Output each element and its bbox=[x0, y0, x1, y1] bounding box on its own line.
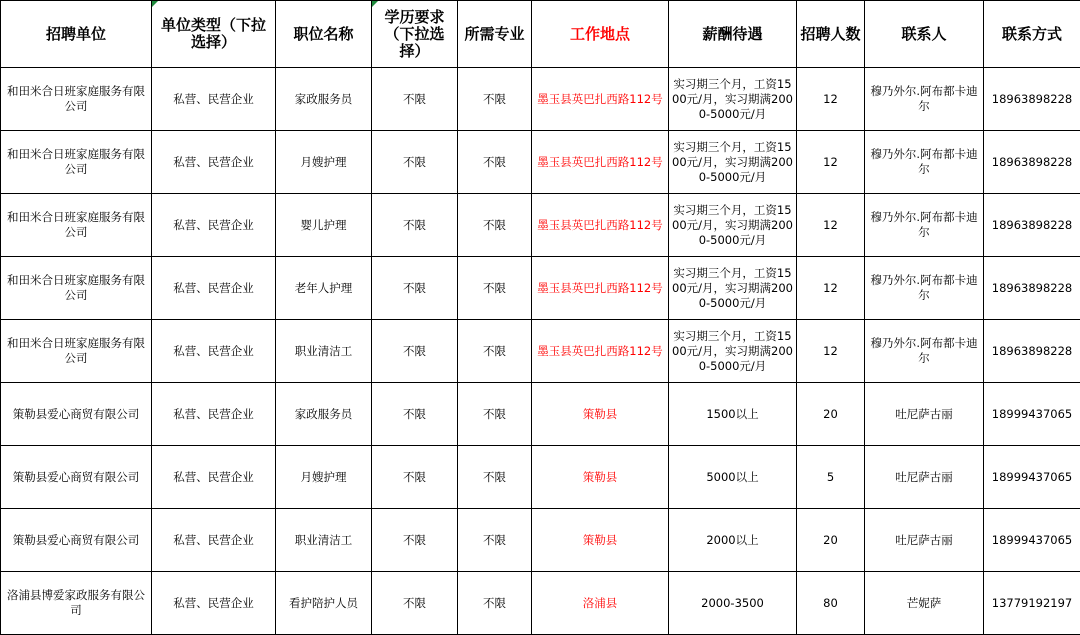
dropdown-marker-icon bbox=[372, 1, 378, 7]
cell-major: 不限 bbox=[458, 509, 532, 572]
cell-salary: 实习期三个月，工资1500元/月，实习期满2000-5000元/月 bbox=[669, 131, 797, 194]
cell-position: 月嫂护理 bbox=[276, 131, 372, 194]
cell-location: 策勒县 bbox=[532, 383, 669, 446]
cell-unit-type: 私营、民营企业 bbox=[152, 383, 276, 446]
cell-unit: 和田米合日班家庭服务有限公司 bbox=[1, 131, 152, 194]
cell-salary: 实习期三个月，工资1500元/月，实习期满2000-5000元/月 bbox=[669, 257, 797, 320]
cell-contact: 吐尼萨古丽 bbox=[865, 509, 984, 572]
cell-count: 20 bbox=[797, 383, 865, 446]
cell-phone: 18963898228 bbox=[984, 194, 1080, 257]
cell-location: 策勒县 bbox=[532, 509, 669, 572]
table-row bbox=[1, 257, 1080, 320]
header-education-label: 学历要求（下拉选择） bbox=[384, 7, 445, 60]
cell-major: 不限 bbox=[458, 320, 532, 383]
cell-count: 12 bbox=[797, 320, 865, 383]
cell-unit: 洛浦县博爱家政服务有限公司 bbox=[1, 572, 152, 635]
cell-count: 12 bbox=[797, 257, 865, 320]
cell-contact: 穆乃外尔.阿布都卡迪尔 bbox=[865, 257, 984, 320]
cell-education: 不限 bbox=[372, 383, 458, 446]
cell-salary: 实习期三个月，工资1500元/月，实习期满2000-5000元/月 bbox=[669, 68, 797, 131]
cell-unit-type: 私营、民营企业 bbox=[152, 446, 276, 509]
cell-location: 墨玉县英巴扎西路112号 bbox=[532, 257, 669, 320]
cell-location: 墨玉县英巴扎西路112号 bbox=[532, 320, 669, 383]
cell-contact: 穆乃外尔.阿布都卡迪尔 bbox=[865, 320, 984, 383]
table-row bbox=[1, 320, 1080, 383]
cell-position: 家政服务员 bbox=[276, 68, 372, 131]
cell-phone: 18999437065 bbox=[984, 509, 1080, 572]
cell-salary: 2000以上 bbox=[669, 509, 797, 572]
cell-salary: 5000以上 bbox=[669, 446, 797, 509]
cell-count: 80 bbox=[797, 572, 865, 635]
cell-location: 墨玉县英巴扎西路112号 bbox=[532, 194, 669, 257]
cell-location: 策勒县 bbox=[532, 446, 669, 509]
cell-phone: 18963898228 bbox=[984, 68, 1080, 131]
header-phone: 联系方式 bbox=[984, 1, 1080, 68]
cell-contact: 吐尼萨古丽 bbox=[865, 383, 984, 446]
cell-unit: 和田米合日班家庭服务有限公司 bbox=[1, 194, 152, 257]
cell-unit: 策勒县爱心商贸有限公司 bbox=[1, 446, 152, 509]
cell-education: 不限 bbox=[372, 257, 458, 320]
cell-count: 12 bbox=[797, 131, 865, 194]
cell-location: 墨玉县英巴扎西路112号 bbox=[532, 131, 669, 194]
cell-education: 不限 bbox=[372, 446, 458, 509]
cell-major: 不限 bbox=[458, 383, 532, 446]
header-salary: 薪酬待遇 bbox=[669, 1, 797, 68]
header-count: 招聘人数 bbox=[797, 1, 865, 68]
cell-salary: 2000-3500 bbox=[669, 572, 797, 635]
cell-education: 不限 bbox=[372, 194, 458, 257]
header-unit-type-label: 单位类型（下拉选择） bbox=[160, 16, 266, 51]
cell-phone: 18999437065 bbox=[984, 383, 1080, 446]
table-body bbox=[1, 68, 1080, 635]
cell-unit: 和田米合日班家庭服务有限公司 bbox=[1, 68, 152, 131]
header-contact: 联系人 bbox=[865, 1, 984, 68]
cell-unit-type: 私营、民营企业 bbox=[152, 572, 276, 635]
cell-unit: 和田米合日班家庭服务有限公司 bbox=[1, 320, 152, 383]
header-location: 工作地点 bbox=[532, 1, 669, 68]
cell-position: 职业清洁工 bbox=[276, 509, 372, 572]
cell-education: 不限 bbox=[372, 572, 458, 635]
cell-phone: 18963898228 bbox=[984, 320, 1080, 383]
cell-major: 不限 bbox=[458, 194, 532, 257]
header-major: 所需专业 bbox=[458, 1, 532, 68]
cell-count: 12 bbox=[797, 68, 865, 131]
cell-major: 不限 bbox=[458, 257, 532, 320]
table-row bbox=[1, 68, 1080, 131]
cell-position: 月嫂护理 bbox=[276, 446, 372, 509]
cell-salary: 实习期三个月，工资1500元/月，实习期满2000-5000元/月 bbox=[669, 320, 797, 383]
cell-phone: 18999437065 bbox=[984, 446, 1080, 509]
table-row bbox=[1, 194, 1080, 257]
cell-salary: 1500以上 bbox=[669, 383, 797, 446]
cell-unit-type: 私营、民营企业 bbox=[152, 68, 276, 131]
table-row bbox=[1, 131, 1080, 194]
header-position: 职位名称 bbox=[276, 1, 372, 68]
header-row bbox=[1, 1, 1080, 68]
cell-contact: 穆乃外尔.阿布都卡迪尔 bbox=[865, 131, 984, 194]
cell-contact: 芒妮萨 bbox=[865, 572, 984, 635]
cell-position: 职业清洁工 bbox=[276, 320, 372, 383]
header-unit-type[interactable] bbox=[152, 1, 276, 68]
cell-count: 20 bbox=[797, 509, 865, 572]
cell-major: 不限 bbox=[458, 446, 532, 509]
cell-position: 婴儿护理 bbox=[276, 194, 372, 257]
cell-salary: 实习期三个月，工资1500元/月，实习期满2000-5000元/月 bbox=[669, 194, 797, 257]
dropdown-marker-icon bbox=[152, 1, 158, 7]
cell-position: 看护陪护人员 bbox=[276, 572, 372, 635]
cell-location: 墨玉县英巴扎西路112号 bbox=[532, 68, 669, 131]
table-row bbox=[1, 446, 1080, 509]
cell-major: 不限 bbox=[458, 68, 532, 131]
cell-education: 不限 bbox=[372, 320, 458, 383]
cell-unit-type: 私营、民营企业 bbox=[152, 257, 276, 320]
cell-unit: 和田米合日班家庭服务有限公司 bbox=[1, 257, 152, 320]
cell-count: 12 bbox=[797, 194, 865, 257]
cell-phone: 13779192197 bbox=[984, 572, 1080, 635]
cell-contact: 穆乃外尔.阿布都卡迪尔 bbox=[865, 194, 984, 257]
table-row bbox=[1, 572, 1080, 635]
cell-phone: 18963898228 bbox=[984, 257, 1080, 320]
header-education[interactable] bbox=[372, 1, 458, 68]
cell-unit-type: 私营、民营企业 bbox=[152, 131, 276, 194]
cell-unit-type: 私营、民营企业 bbox=[152, 320, 276, 383]
cell-unit: 策勒县爱心商贸有限公司 bbox=[1, 509, 152, 572]
cell-unit-type: 私营、民营企业 bbox=[152, 509, 276, 572]
table-row bbox=[1, 383, 1080, 446]
cell-phone: 18963898228 bbox=[984, 131, 1080, 194]
cell-education: 不限 bbox=[372, 68, 458, 131]
cell-education: 不限 bbox=[372, 131, 458, 194]
header-unit: 招聘单位 bbox=[1, 1, 152, 68]
cell-position: 家政服务员 bbox=[276, 383, 372, 446]
cell-unit: 策勒县爱心商贸有限公司 bbox=[1, 383, 152, 446]
cell-count: 5 bbox=[797, 446, 865, 509]
cell-location: 洛浦县 bbox=[532, 572, 669, 635]
cell-education: 不限 bbox=[372, 509, 458, 572]
cell-position: 老年人护理 bbox=[276, 257, 372, 320]
cell-unit-type: 私营、民营企业 bbox=[152, 194, 276, 257]
table-row bbox=[1, 509, 1080, 572]
cell-contact: 穆乃外尔.阿布都卡迪尔 bbox=[865, 68, 984, 131]
cell-contact: 吐尼萨古丽 bbox=[865, 446, 984, 509]
cell-major: 不限 bbox=[458, 572, 532, 635]
cell-major: 不限 bbox=[458, 131, 532, 194]
